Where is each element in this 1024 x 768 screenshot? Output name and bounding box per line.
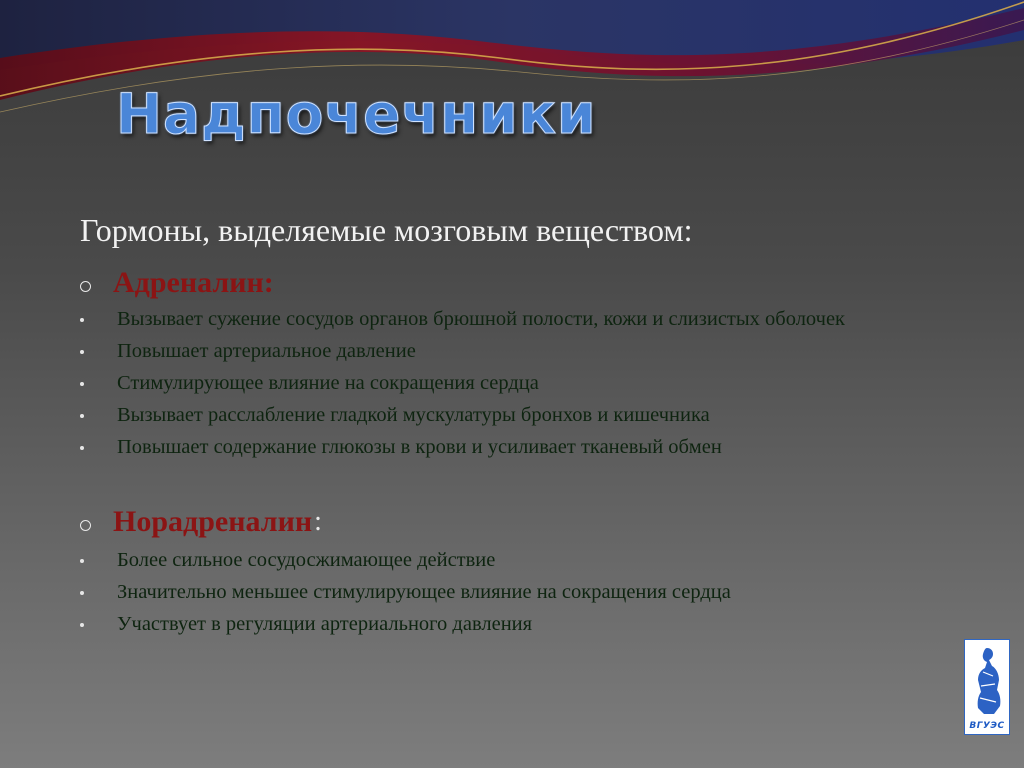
bullet-dot-icon [80,591,84,595]
university-logo [964,639,1010,735]
list-item [80,547,910,574]
bullet-dot-icon [80,446,84,450]
noradrenaline-effects-list [80,547,910,638]
list-item-text: Более сильное сосудосжимающее действие [117,549,496,571]
list-item [80,402,910,429]
adrenaline-effects-list [80,306,910,461]
section-title: Норадреналин [113,505,313,538]
slide-title: Надпочечники [116,82,597,146]
intro-text: Гормоны, выделяемые мозговым веществом: [80,212,693,248]
section-adrenaline-heading [80,265,276,301]
list-item-text: Вызывает сужение сосудов органов брюшной полости, кожи и слизистых оболочек [117,308,846,330]
list-item [80,338,910,365]
bullet-dot-icon [80,623,84,627]
list-item [80,370,910,397]
list-item [80,579,910,606]
bullet-dot-icon [80,414,84,418]
bullet-dot-icon [80,559,84,563]
list-item-text: Повышает артериальное давление [117,340,416,362]
bullet-dot-icon [80,350,84,354]
bullet-dot-icon [80,318,84,322]
list-item [80,611,910,638]
section-title: Адреналин: [113,266,274,299]
list-item-text: Значительно меньшее стимулирующее влияние на сокращения сердца [117,581,731,603]
list-item-text: Участвует в регуляции артериального давления [117,613,533,635]
list-item-text: Повышает содержание глюкозы в крови и усиливает тканевый обмен [117,436,722,458]
list-item-text: Стимулирующее влияние на сокращения сердца [117,372,539,394]
list-item-text: Вызывает расслабление гладкой мускулатуры бронхов и кишечника [117,404,710,426]
circle-bullet-icon [80,520,91,531]
statue-emblem-icon [965,642,1009,720]
list-item [80,306,910,333]
section-colon: : [314,506,322,537]
section-noradrenaline-heading [80,504,322,540]
circle-bullet-icon [80,281,91,292]
bullet-dot-icon [80,382,84,386]
logo-text: ВГУЭС [969,721,1005,731]
list-item [80,434,910,461]
